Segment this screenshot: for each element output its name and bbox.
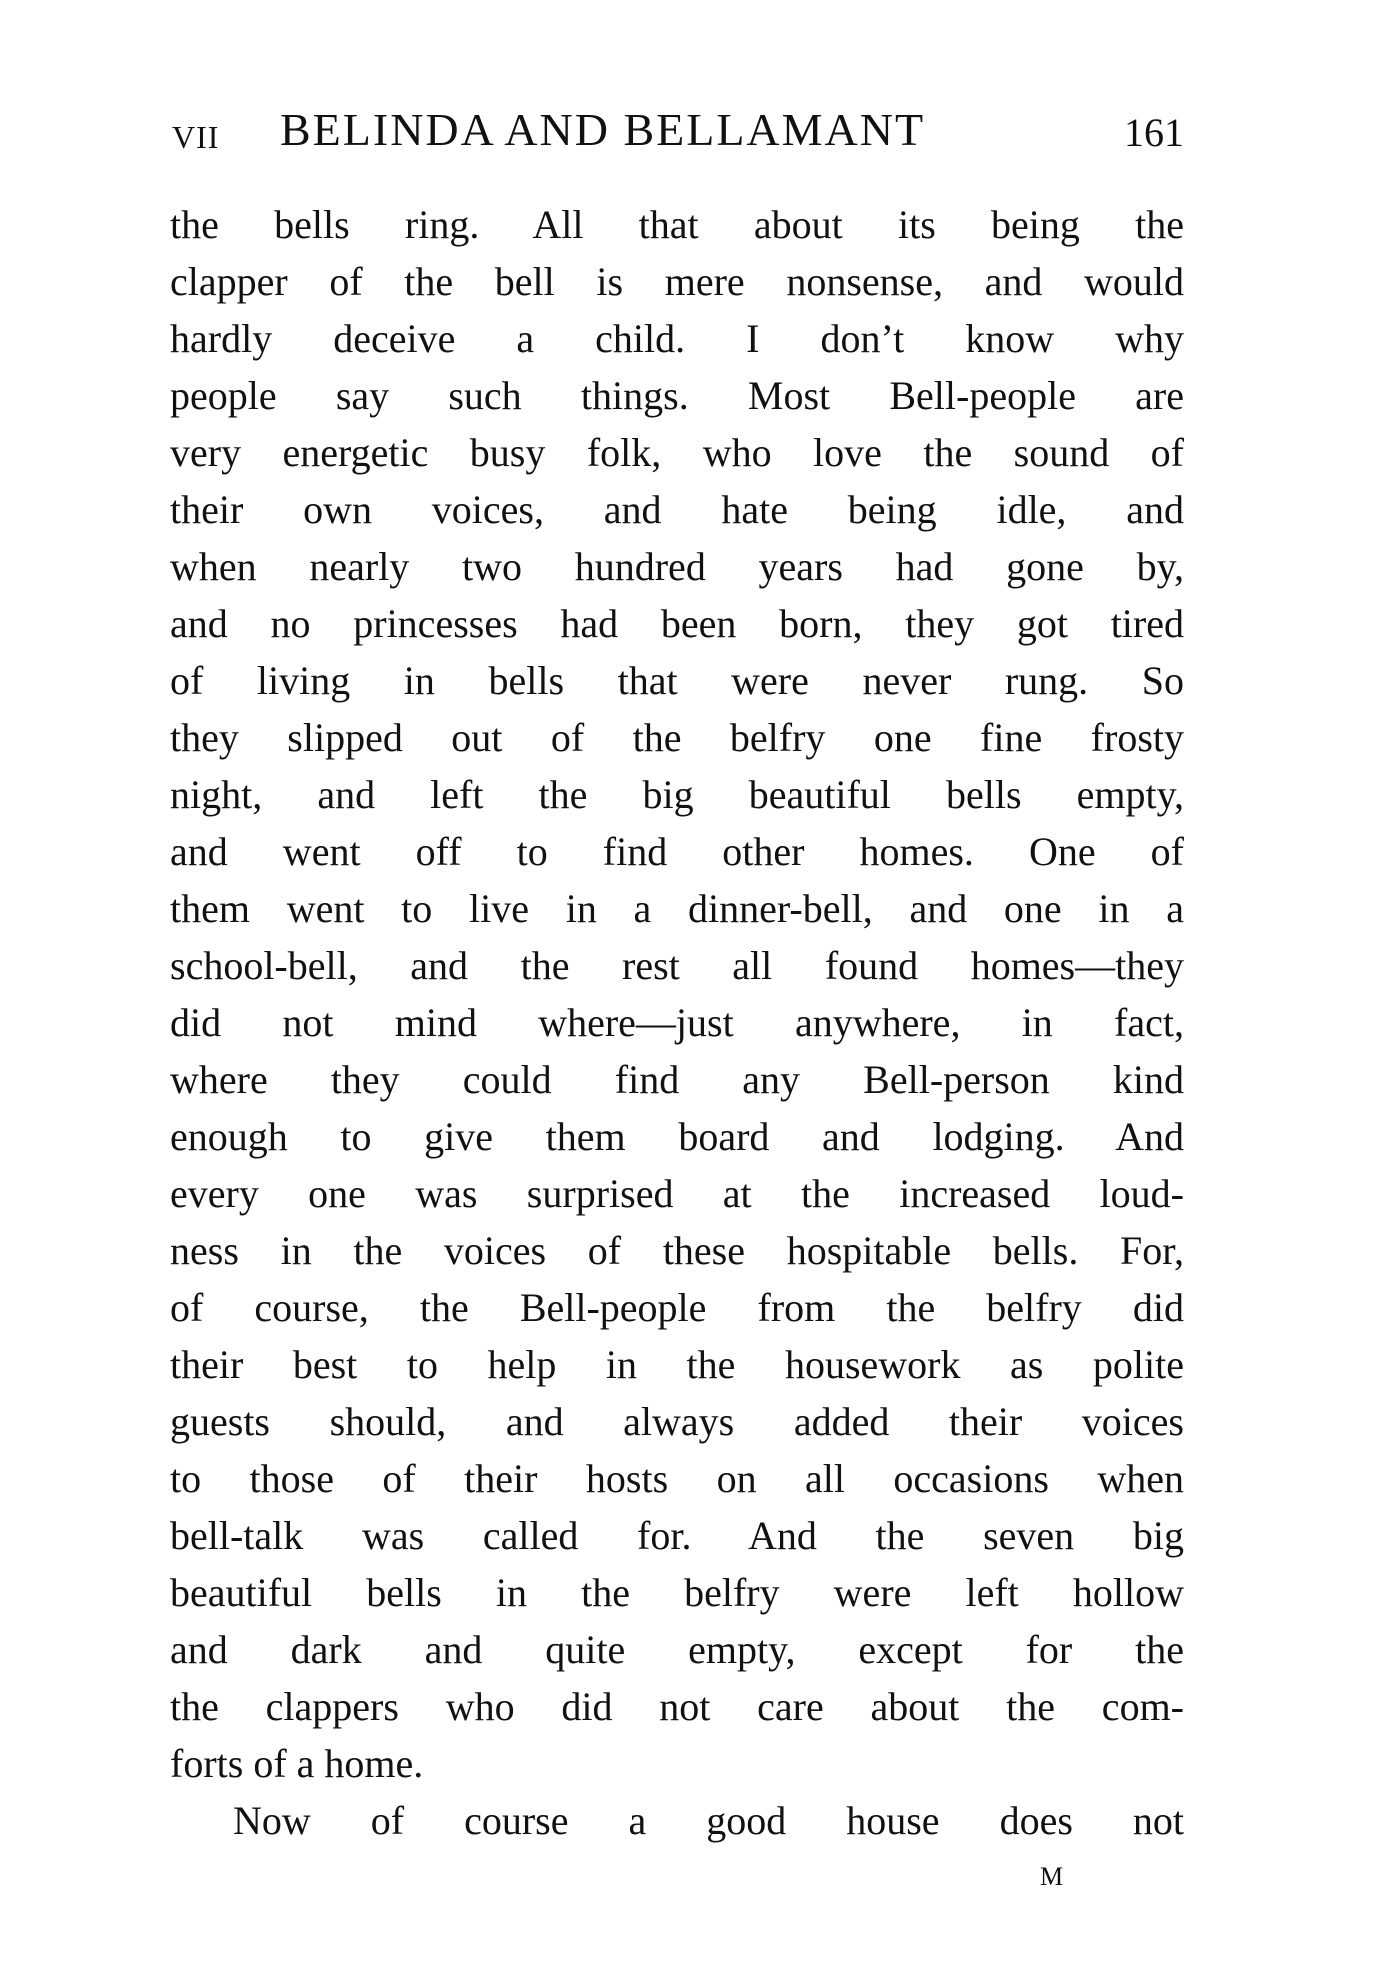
text-line: people say such things. Most Bell-people are: [170, 373, 1184, 418]
chapter-number: VII: [172, 119, 220, 155]
running-header: [172, 96, 1184, 156]
text-line: beautiful bells in the belfry were left hollow: [170, 1570, 1184, 1615]
text-line: enough to give them board and lodging. And: [170, 1114, 1184, 1159]
text-line: them went to live in a dinner-bell, and one in a: [170, 886, 1184, 931]
text-line: to those of their hosts on all occasions when: [170, 1456, 1184, 1501]
text-line: every one was surprised at the increased loud-: [170, 1171, 1184, 1216]
text-line: and went off to find other homes. One of: [170, 829, 1184, 874]
text-line: they slipped out of the belfry one fine frosty: [170, 715, 1184, 760]
text-line: the bells ring. All that about its being the: [170, 202, 1184, 247]
running-title: BELINDA AND BELLAMANT: [280, 104, 926, 155]
text-line: and no princesses had been born, they got tired: [170, 601, 1184, 646]
text-line: their best to help in the housework as polite: [170, 1342, 1184, 1387]
text-line: and dark and quite empty, except for the: [170, 1627, 1184, 1672]
text-line: very energetic busy folk, who love the sound of: [170, 430, 1184, 475]
text-line: Now of course a good house does not: [233, 1798, 1184, 1843]
text-line: school-bell, and the rest all found homes—they: [170, 943, 1184, 988]
text-line: where they could find any Bell-person kind: [170, 1057, 1184, 1102]
signature-mark: M: [1040, 1862, 1064, 1891]
text-line: ness in the voices of these hospitable bells. For,: [170, 1228, 1184, 1273]
text-line: night, and left the big beautiful bells empty,: [170, 772, 1184, 817]
body-text: [170, 196, 1184, 1849]
text-line: the clappers who did not care about the com-: [170, 1684, 1184, 1729]
text-line: bell-talk was called for. And the seven big: [170, 1513, 1184, 1558]
text-line: their own voices, and hate being idle, and: [170, 487, 1184, 532]
text-line: hardly deceive a child. I don’t know why: [170, 316, 1184, 361]
text-line: guests should, and always added their voices: [170, 1399, 1184, 1444]
text-line: of living in bells that were never rung. So: [170, 658, 1184, 703]
text-line: did not mind where—just anywhere, in fact,: [170, 1000, 1184, 1045]
text-line: forts of a home.: [170, 1741, 424, 1786]
page-number: 161: [1124, 110, 1184, 155]
text-line: of course, the Bell-people from the belfry did: [170, 1285, 1184, 1330]
text-line: clapper of the bell is mere nonsense, and would: [170, 259, 1184, 304]
text-line: when nearly two hundred years had gone by,: [170, 544, 1184, 589]
